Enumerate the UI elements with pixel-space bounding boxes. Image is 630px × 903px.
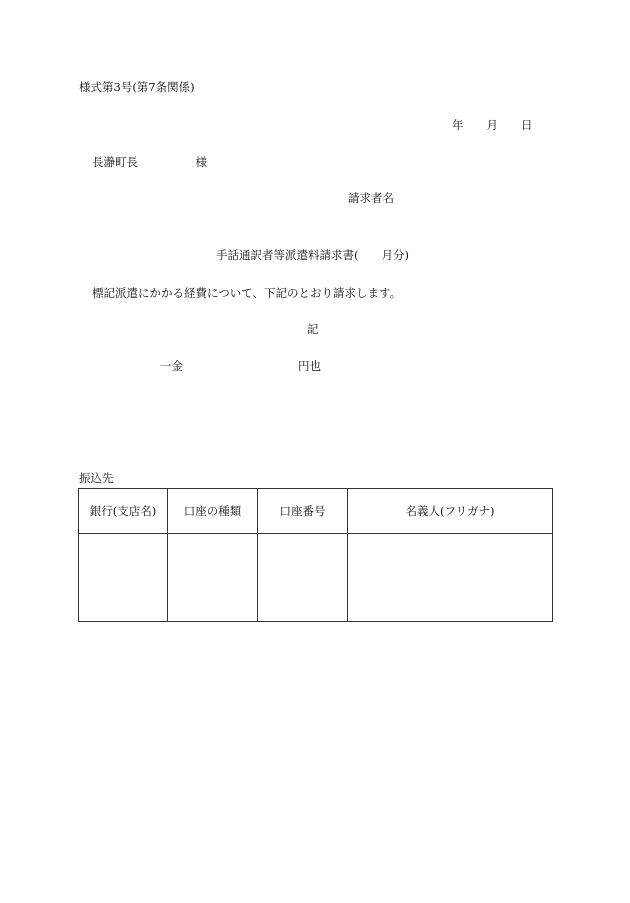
amount-line: 一金 円也: [160, 359, 321, 373]
header-account-holder: 名義人(フリガナ): [348, 489, 553, 534]
body-text: 標記派遣にかかる経費について、下記のとおり請求します。: [92, 286, 402, 300]
cell-account-number[interactable]: [258, 534, 348, 622]
table-header-row: [79, 489, 553, 534]
header-bank-branch: 銀行(支店名): [79, 489, 168, 534]
cell-account-type[interactable]: [168, 534, 258, 622]
ki-heading: 記: [307, 322, 319, 336]
transfer-destination-label: 振込先: [79, 471, 114, 485]
table-row: [79, 534, 553, 622]
document-title: 手話通訳者等派遣料請求書( 月分): [216, 248, 409, 262]
date-line: 年 月 日: [452, 118, 533, 132]
addressee: 長瀞町長 様: [92, 155, 207, 169]
cell-bank-branch[interactable]: [79, 534, 168, 622]
form-number: 様式第3号(第7条関係): [79, 80, 195, 94]
bank-account-table: [78, 488, 553, 622]
header-account-type: 口座の種類: [168, 489, 258, 534]
claimant-label: 請求者名: [348, 191, 394, 205]
cell-account-holder[interactable]: [348, 534, 553, 622]
header-account-number: 口座番号: [258, 489, 348, 534]
